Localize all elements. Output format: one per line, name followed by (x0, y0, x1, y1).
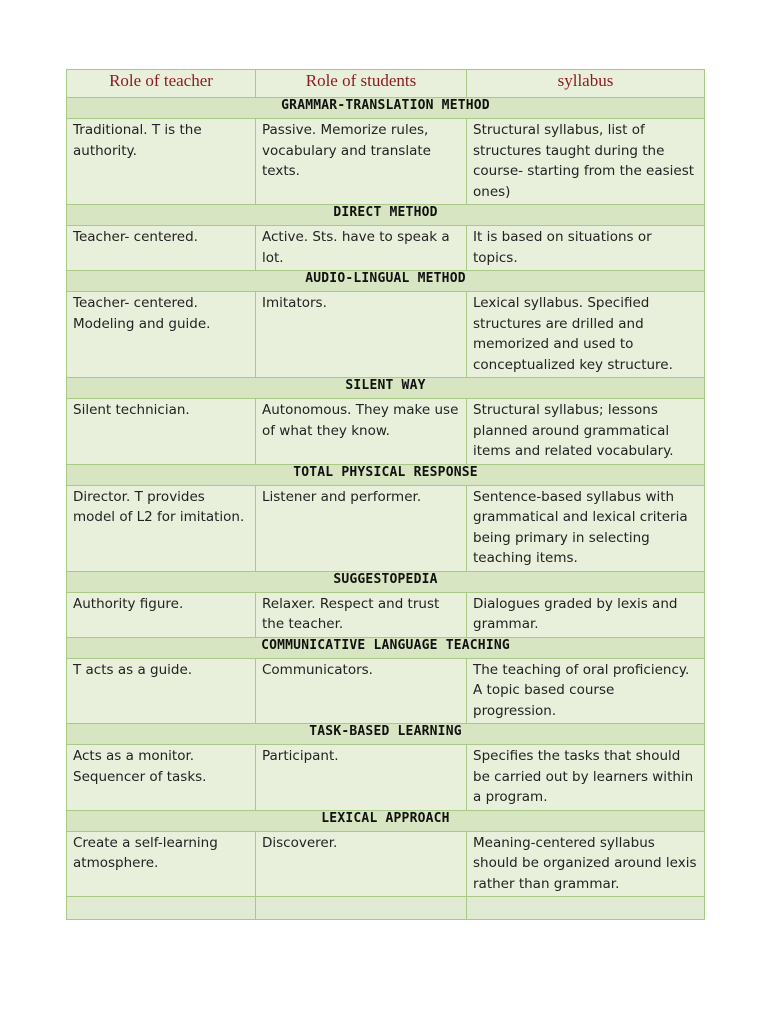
teacher-role-cell: Authority figure. (67, 592, 256, 637)
method-detail-row (67, 592, 705, 637)
method-title-row (67, 637, 705, 658)
student-role-cell: Autonomous. They make use of what they know. (256, 399, 467, 465)
empty-cell (256, 897, 467, 920)
syllabus-cell: Lexical syllabus. Specified structures are drilled and memorized and used to conceptualized key structure. (467, 292, 705, 378)
method-title-row (67, 271, 705, 292)
syllabus-cell: Meaning-centered syllabus should be organized around lexis rather than grammar. (467, 831, 705, 897)
student-role-cell: Active. Sts. have to speak a lot. (256, 226, 467, 271)
empty-row (67, 897, 705, 920)
method-title-row (67, 464, 705, 485)
method-detail-row (67, 485, 705, 571)
method-title: AUDIO-LINGUAL METHOD (67, 271, 705, 292)
student-role-cell: Discoverer. (256, 831, 467, 897)
method-title: LEXICAL APPROACH (67, 810, 705, 831)
method-detail-row (67, 745, 705, 811)
student-role-cell: Passive. Memorize rules, vocabulary and translate texts. (256, 119, 467, 205)
syllabus-cell: Structural syllabus, list of structures taught during the course- starting from the easiest ones) (467, 119, 705, 205)
header-syllabus: syllabus (467, 70, 705, 98)
method-title-row (67, 205, 705, 226)
method-title-row (67, 571, 705, 592)
teacher-role-cell: Teacher- centered. (67, 226, 256, 271)
method-title: DIRECT METHOD (67, 205, 705, 226)
teacher-role-cell: Teacher- centered. Modeling and guide. (67, 292, 256, 378)
empty-cell (67, 897, 256, 920)
method-title: SILENT WAY (67, 378, 705, 399)
syllabus-cell: Structural syllabus; lessons planned around grammatical items and related vocabulary. (467, 399, 705, 465)
teacher-role-cell: Traditional. T is the authority. (67, 119, 256, 205)
method-detail-row (67, 831, 705, 897)
header-role-of-students: Role of students (256, 70, 467, 98)
student-role-cell: Participant. (256, 745, 467, 811)
syllabus-cell: It is based on situations or topics. (467, 226, 705, 271)
method-detail-row (67, 119, 705, 205)
method-title: SUGGESTOPEDIA (67, 571, 705, 592)
student-role-cell: Communicators. (256, 658, 467, 724)
method-detail-row (67, 658, 705, 724)
method-title: TOTAL PHYSICAL RESPONSE (67, 464, 705, 485)
method-title-row (67, 98, 705, 119)
method-detail-row (67, 399, 705, 465)
student-role-cell: Relaxer. Respect and trust the teacher. (256, 592, 467, 637)
method-title-row (67, 724, 705, 745)
method-title: TASK-BASED LEARNING (67, 724, 705, 745)
header-row (67, 70, 705, 98)
header-role-of-teacher: Role of teacher (67, 70, 256, 98)
method-detail-row (67, 292, 705, 378)
method-title-row (67, 378, 705, 399)
teaching-methods-table (66, 69, 705, 920)
method-title: GRAMMAR-TRANSLATION METHOD (67, 98, 705, 119)
student-role-cell: Listener and performer. (256, 485, 467, 571)
method-title-row (67, 810, 705, 831)
syllabus-cell: Dialogues graded by lexis and grammar. (467, 592, 705, 637)
teacher-role-cell: Acts as a monitor. Sequencer of tasks. (67, 745, 256, 811)
method-title: COMMUNICATIVE LANGUAGE TEACHING (67, 637, 705, 658)
empty-cell (467, 897, 705, 920)
syllabus-cell: Specifies the tasks that should be carried out by learners within a program. (467, 745, 705, 811)
syllabus-cell: The teaching of oral proficiency. A topic based course progression. (467, 658, 705, 724)
teacher-role-cell: T acts as a guide. (67, 658, 256, 724)
teacher-role-cell: Director. T provides model of L2 for imitation. (67, 485, 256, 571)
student-role-cell: Imitators. (256, 292, 467, 378)
teacher-role-cell: Create a self-learning atmosphere. (67, 831, 256, 897)
teacher-role-cell: Silent technician. (67, 399, 256, 465)
method-detail-row (67, 226, 705, 271)
syllabus-cell: Sentence-based syllabus with grammatical and lexical criteria being primary in selecting teaching items. (467, 485, 705, 571)
